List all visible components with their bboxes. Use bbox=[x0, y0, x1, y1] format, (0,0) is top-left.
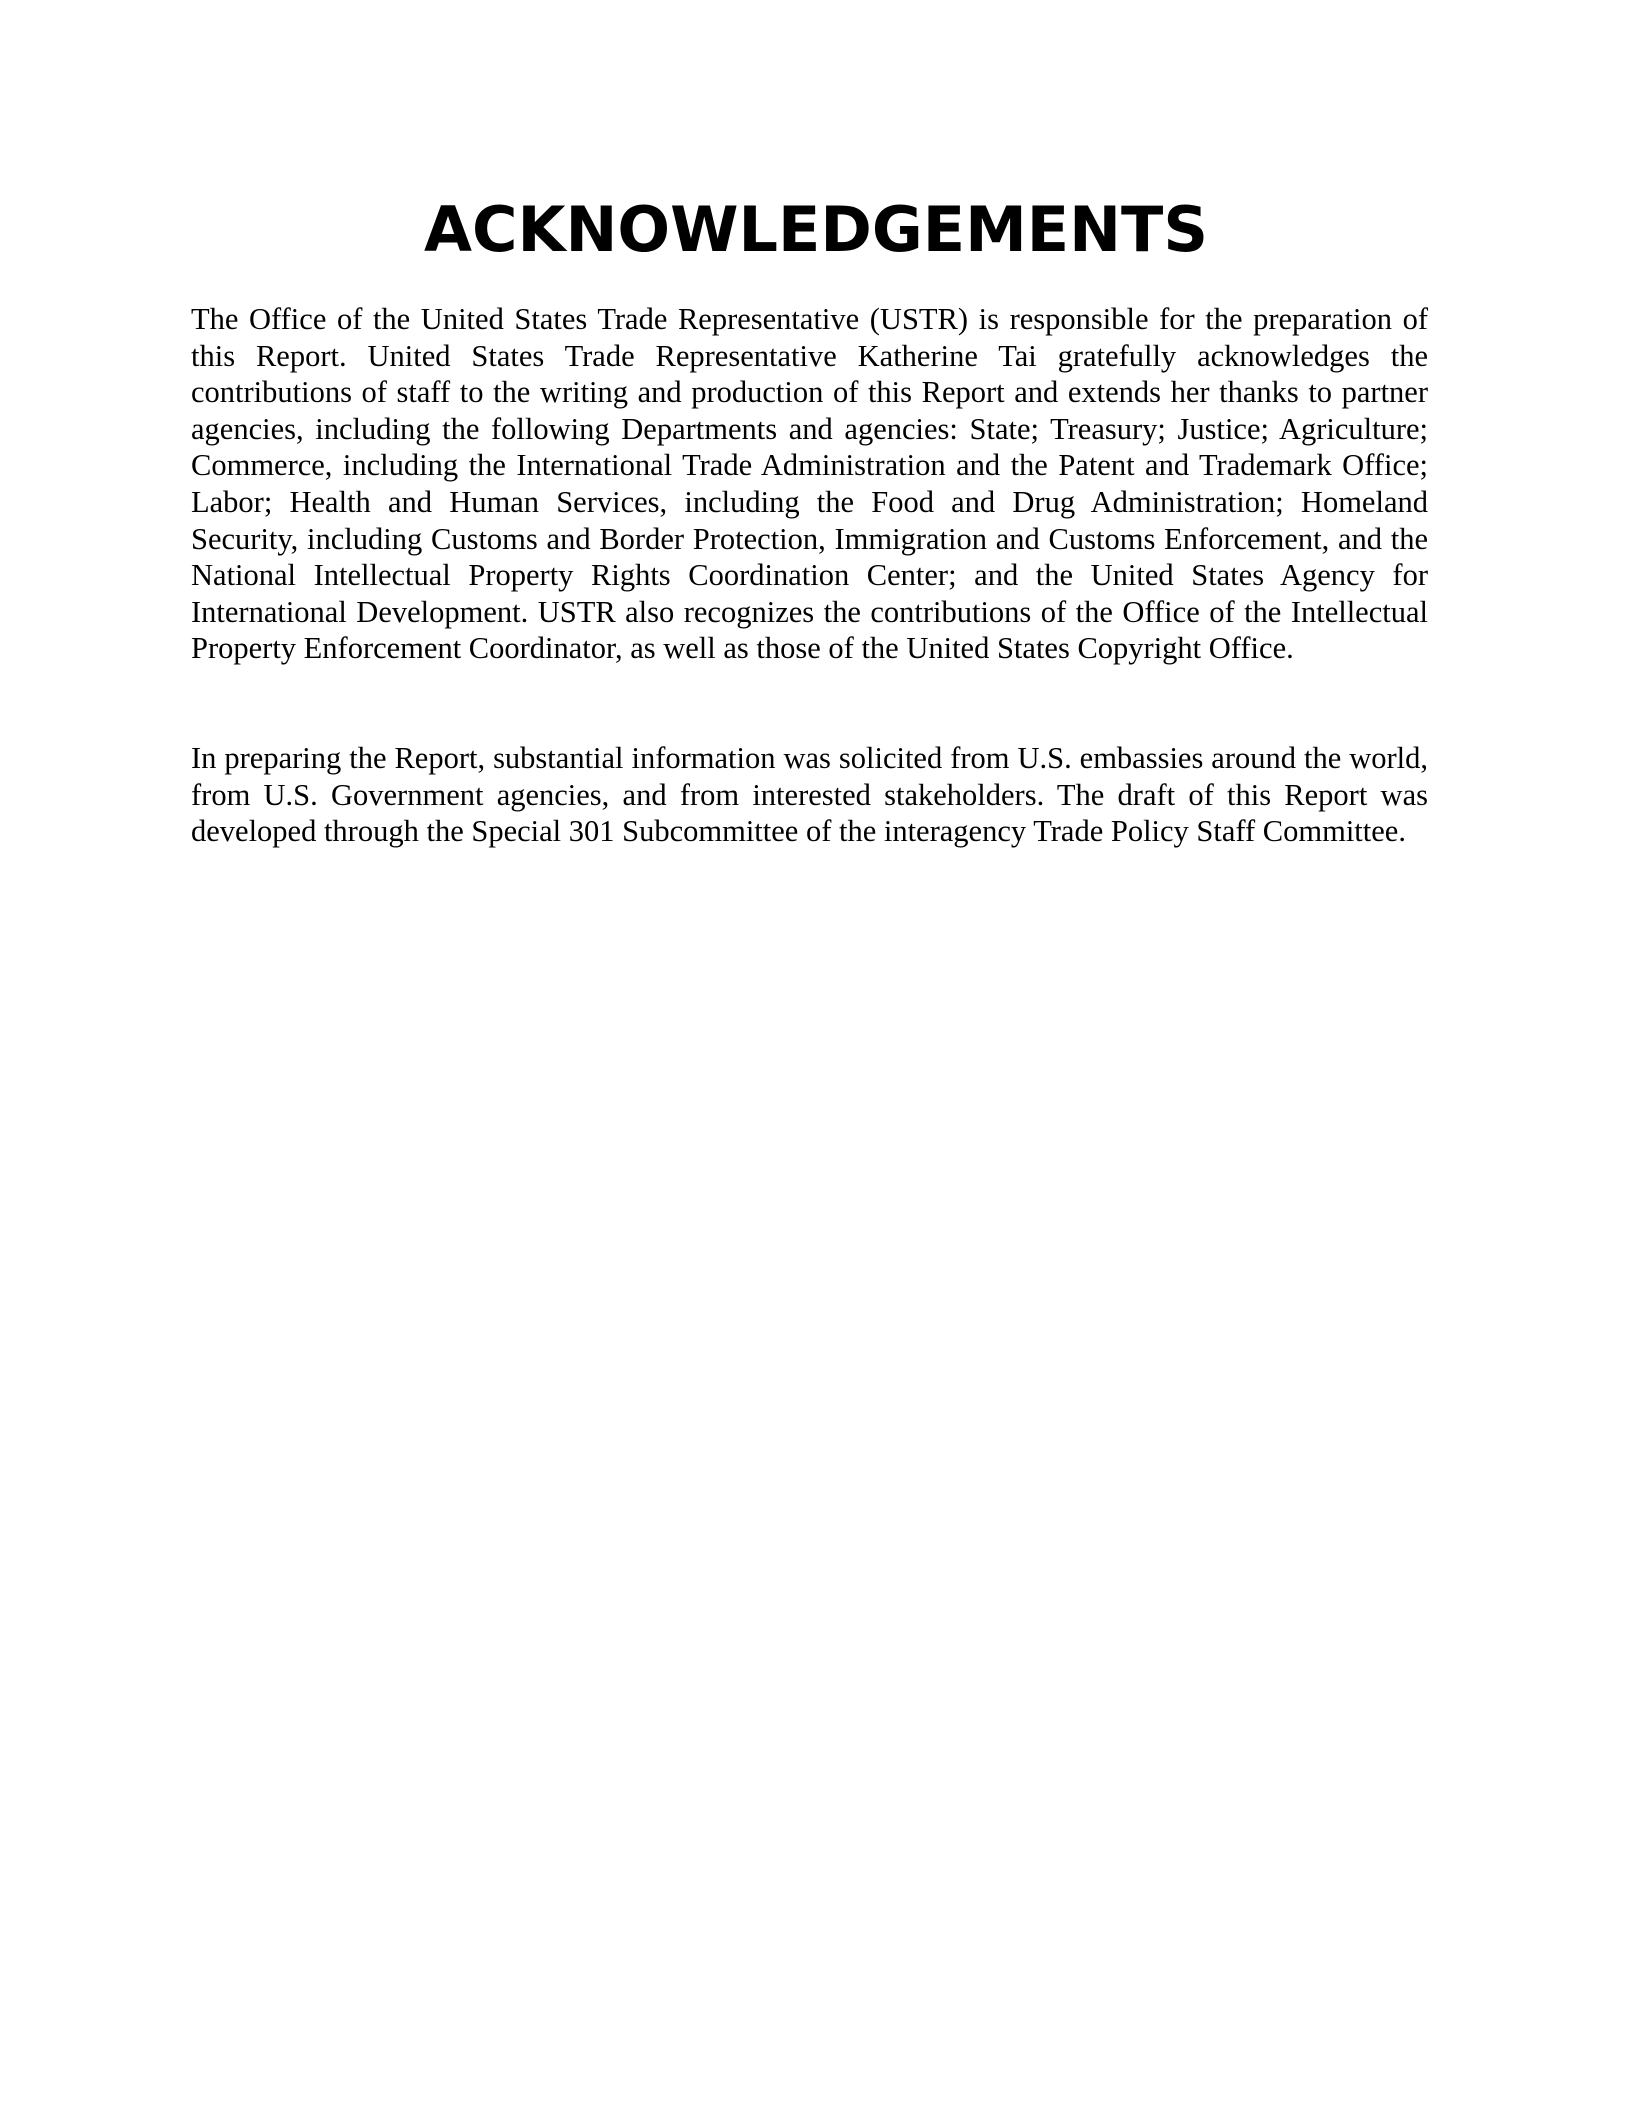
acknowledgement-paragraph-2: In preparing the Report, substantial information was solicited from U.S. embassies around the world, from U.S. Government agencies, and from interested stakeholders. The draft of this Report was developed through the Special 301 Subcommittee of the interagency Trade Policy Staff Committee. bbox=[191, 741, 1428, 849]
page-title: ACKNOWLEDGEMENTS bbox=[424, 193, 1208, 266]
acknowledgement-paragraph-1: The Office of the United States Trade Representative (USTR) is responsible for the preparation of this Report. United States Trade Representative Katherine Tai gratefully acknowledges the contributions of staff to the writing and production of this Report and extends her thanks to partner agencies, including the following Departments and agencies: State; Treasury; Justice; Agriculture; Commerce, including the International Trade Administration and the Patent and Trademark Office; Labor; Health and Human Services, including the Food and Drug Administration; Homeland Security, including Customs and Border Protection, Immigration and Customs Enforcement, and the National Intellectual Property Rights Coordination Center; and the United States Agency for International Development. USTR also recognizes the contributions of the Office of the Intellectual Property Enforcement Coordinator, as well as those of the United States Copyright Office. bbox=[191, 302, 1428, 666]
